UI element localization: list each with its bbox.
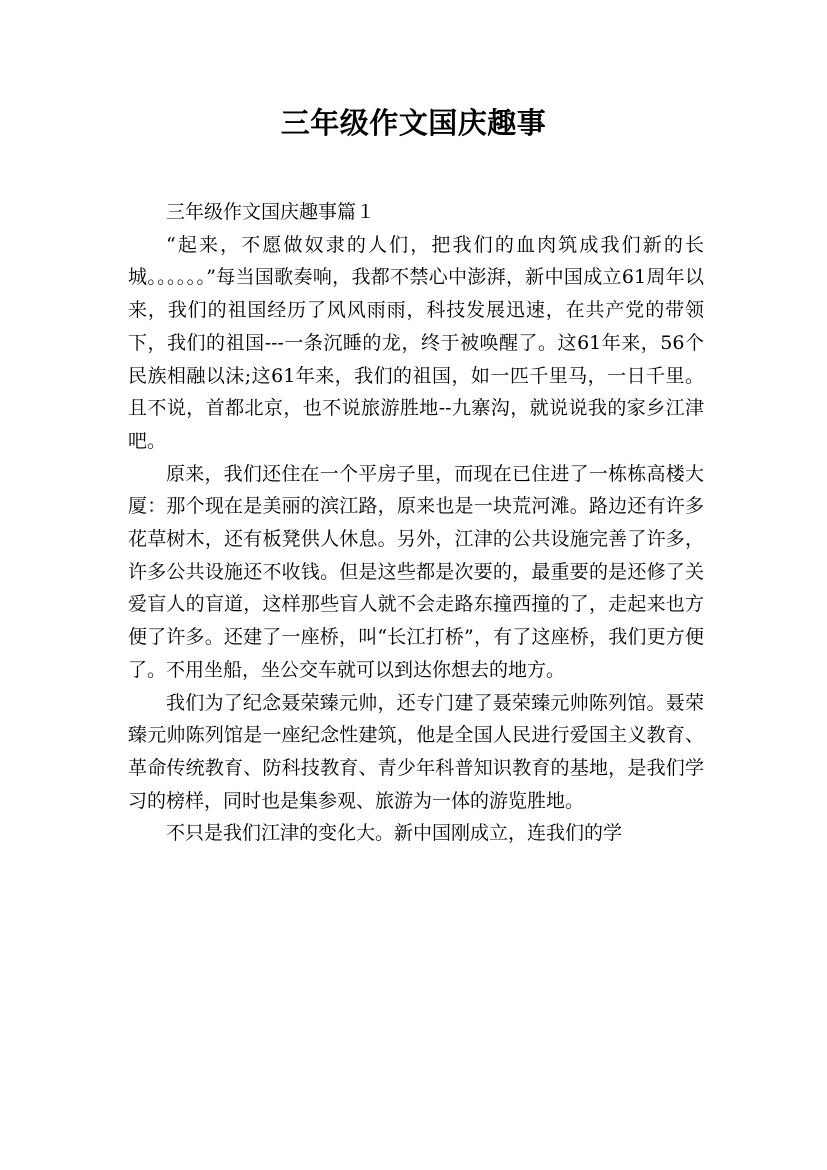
paragraph-4: 不只是我们江津的变化大。新中国刚成立，连我们的学	[166, 822, 623, 845]
document-body	[128, 196, 704, 850]
paragraph-1: “起来，不愿做奴隶的人们，把我们的血肉筑成我们新的长城。。。。。。”每当国歌奏响，我都不禁心中澎湃，新中国成立61周年以来，我们的祖国经历了风风雨雨，科技发展迅速，在共产党的带领下，我们的祖国---一条沉睡的龙，终于被唤醒了。这61年来，56个民族相融以沫;这61年来，我们的祖国，如一匹千里马，一日千里。且不说，首都北京，也不说旅游胜地--九寨沟，就说说我的家乡江津吧。	[128, 233, 704, 452]
section-heading: 三年级作文国庆趣事篇１	[166, 201, 376, 223]
document-title: 三年级作文国庆趣事	[280, 106, 547, 140]
paragraph-3: 我们为了纪念聂荣臻元帅，还专门建了聂荣臻元帅陈列馆。聂荣臻元帅陈列馆是一座纪念性建筑，他是全国人民进行爱国主义教育、革命传统教育、防科技教育、青少年科普知识教育的基地，是我们学习的榜样，同时也是集参观、旅游为一体的游览胜地。	[128, 691, 704, 812]
paragraph-2: 原来，我们还住在一个平房子里，而现在已住进了一栋栋高楼大厦：那个现在是美丽的滨江路，原来也是一块荒河滩。路边还有许多花草树木，还有板凳供人休息。另外，江津的公共设施完善了许多，许多公共设施还不收钱。但是这些都是次要的，最重要的是还修了关爱盲人的盲道，这样那些盲人就不会走路东撞西撞的了，走起来也方便了许多。还建了一座桥，叫“长江打桥”，有了这座桥，我们更方便了。不用坐船，坐公交车就可以到达你想去的地方。	[128, 462, 704, 681]
